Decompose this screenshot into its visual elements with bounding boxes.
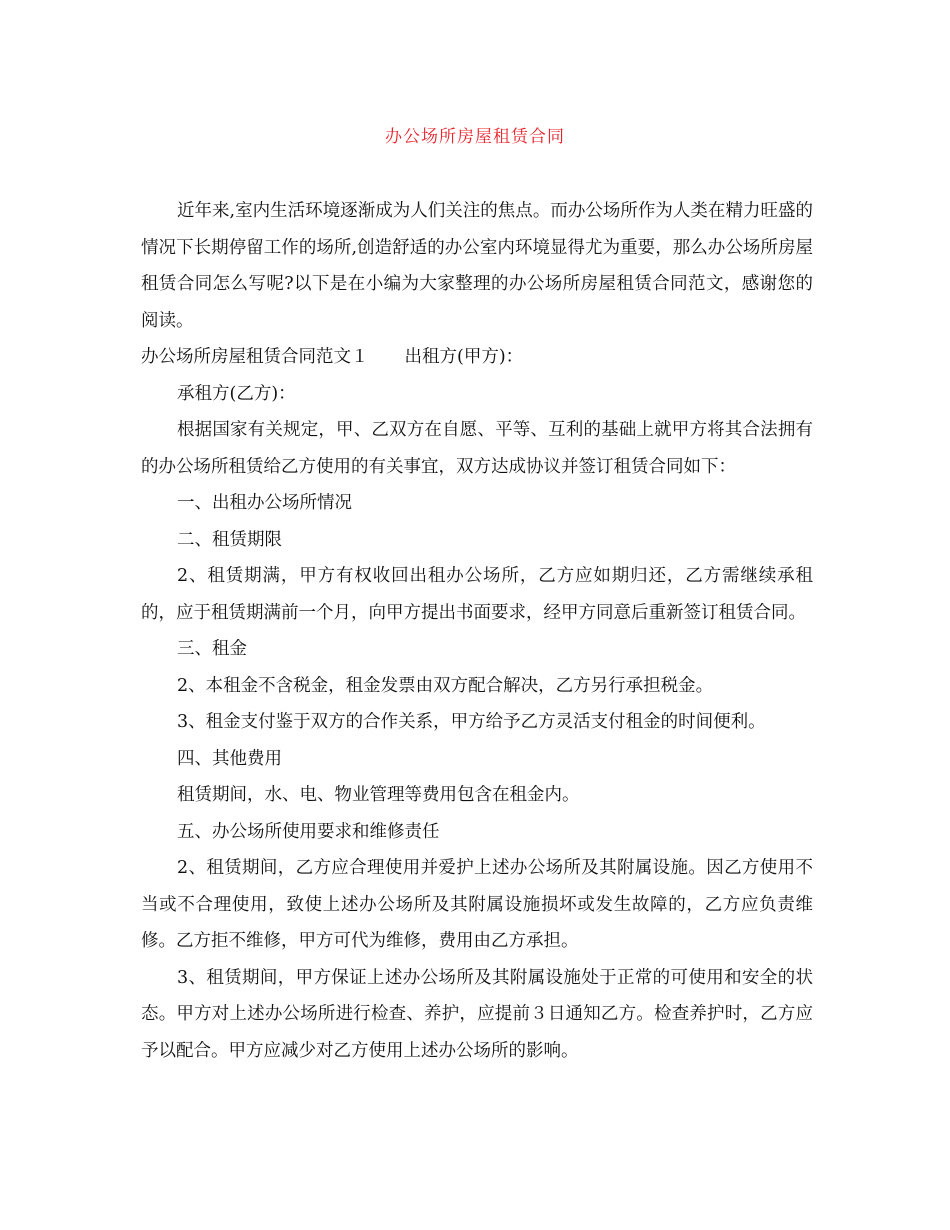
document-title: 办公场所房屋租赁合同 xyxy=(385,127,565,147)
section-heading-1: 一、出租办公场所情况 xyxy=(177,493,352,513)
document-body xyxy=(141,193,813,1069)
sample-heading: 办公场所房屋租赁合同范文１ xyxy=(141,347,369,367)
lessee-label: 承租方(乙方)： xyxy=(177,383,296,404)
section-5-item-2: 2、租赁期间，乙方应合理使用并爱护上述办公场所及其附属设施。因乙方使用不当或不合理使用，致使上述办公场所及其附属设施损坏或发生故障的，乙方应负责维修。乙方拒不维修，甲方可代为维修，费用由乙方承担。 xyxy=(141,858,813,951)
intro-paragraph: 近年来,室内生活环境逐渐成为人们关注的焦点。而办公场所作为人类在精力旺盛的情况下长期停留工作的场所,创造舒适的办公室内环境显得尤为重要，那么办公场所房屋租赁合同怎么写呢?以下是在小编为大家整理的办公场所房屋租赁合同范文，感谢您的阅读。 xyxy=(141,201,813,331)
section-heading-3: 三、租金 xyxy=(177,639,247,659)
sample-heading-line xyxy=(141,339,813,376)
section-5-item-3: 3、租赁期间，甲方保证上述办公场所及其附属设施处于正常的可使用和安全的状态。甲方对上述办公场所进行检查、养护，应提前３日通知乙方。检查养护时，乙方应予以配合。甲方应减少对乙方使用上述办公场所的影响。 xyxy=(141,967,813,1061)
section-3-item-3: 3、租金支付鉴于双方的合作关系，甲方给予乙方灵活支付租金的时间便利。 xyxy=(177,712,766,732)
section-heading-5: 五、办公场所使用要求和维修责任 xyxy=(177,821,440,842)
lessor-label: 出租方(甲方)： xyxy=(404,347,524,367)
section-4-text: 租赁期间，水、电、物业管理等费用包含在租金内。 xyxy=(177,785,580,805)
section-heading-2: 二、租赁期限 xyxy=(177,529,282,550)
section-heading-4: 四、其他费用 xyxy=(177,748,282,769)
preamble-paragraph: 根据国家有关规定，甲、乙双方在自愿、平等、互利的基础上就甲方将其合法拥有的办公场所租赁给乙方使用的有关事宜，双方达成协议并签订租赁合同如下： xyxy=(141,420,813,477)
section-3-item-2: 2、本租金不含税金，租金发票由双方配合解决，乙方另行承担税金。 xyxy=(177,675,714,696)
section-2-item-2: 2、租赁期满，甲方有权收回出租办公场所，乙方应如期归还，乙方需继续承租的，应于租赁期满前一个月，向甲方提出书面要求，经甲方同意后重新签订租赁合同。 xyxy=(141,566,813,623)
